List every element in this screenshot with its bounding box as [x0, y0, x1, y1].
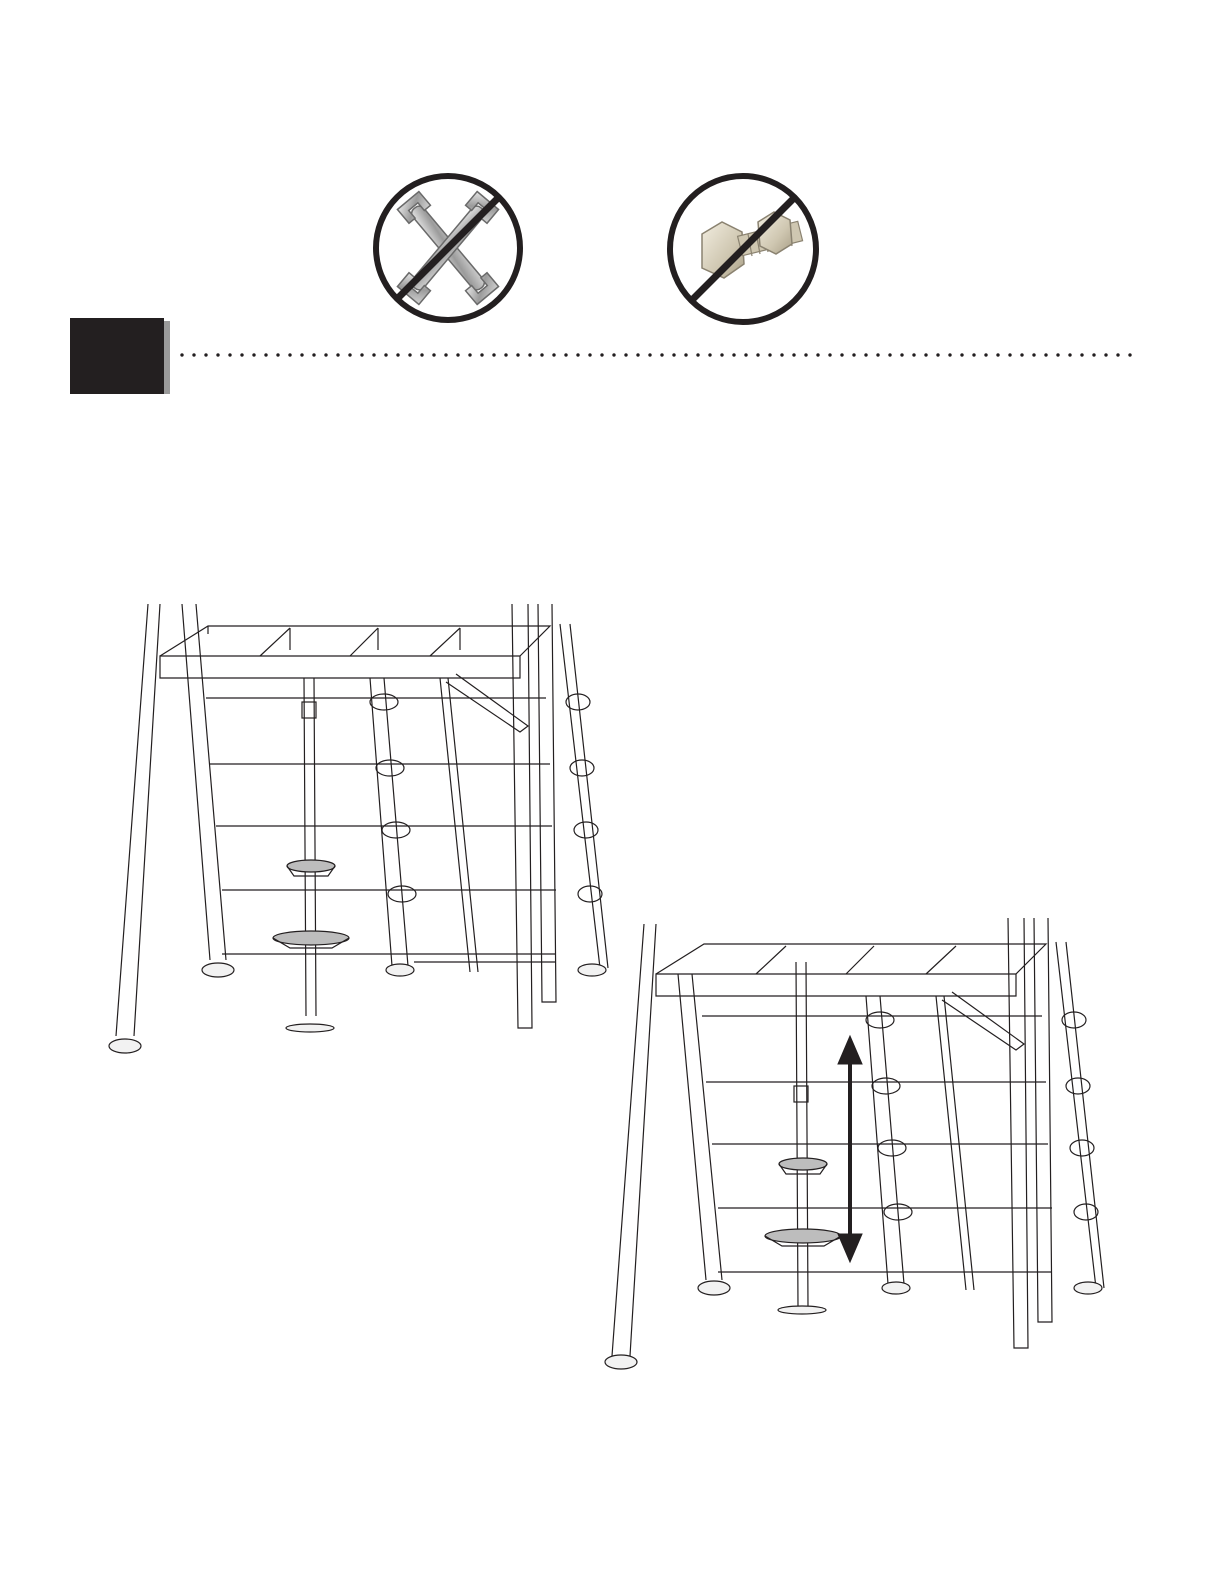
step-number-block [70, 318, 164, 394]
assembly-illustration-before [100, 598, 620, 1058]
assembly-illustration-after [596, 918, 1116, 1378]
height-adjust-arrow-icon [838, 1036, 862, 1262]
no-tools-icon [372, 172, 524, 324]
no-hardware-icon [666, 172, 820, 326]
dotted-divider [176, 352, 1140, 358]
step-block-shadow [164, 321, 170, 394]
